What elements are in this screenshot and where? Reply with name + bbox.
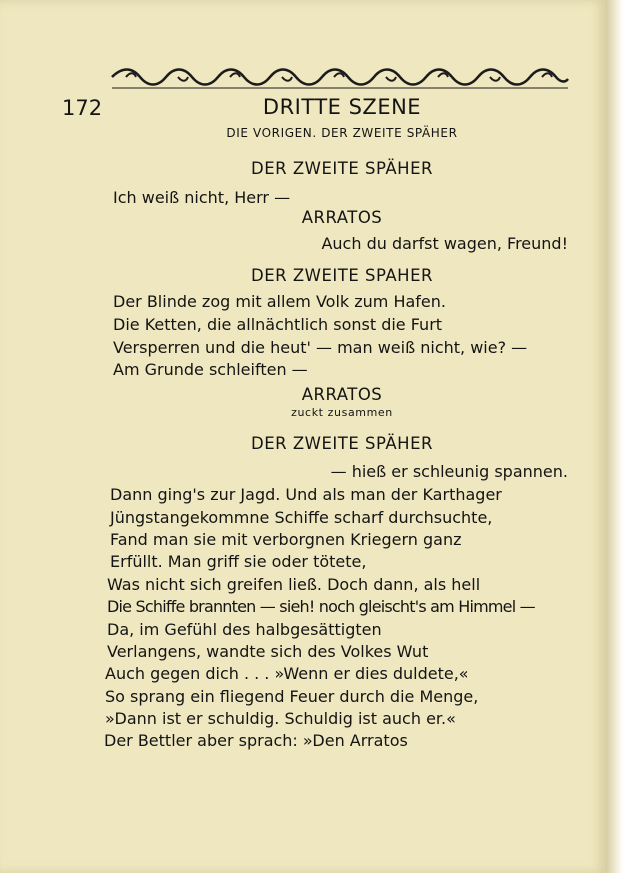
verse-line: Was nicht sich greifen ließ. Doch dann, als hell bbox=[107, 575, 481, 594]
vine-ornament-icon bbox=[110, 64, 570, 90]
verse-line: Der Blinde zog mit allem Volk zum Hafen. bbox=[113, 292, 446, 311]
verse-line: Erfüllt. Man griff sie oder tötete, bbox=[110, 552, 367, 571]
verse-line: — hieß er schleunig spannen. bbox=[330, 462, 568, 481]
speaker-heading: DER ZWEITE SPAHER bbox=[251, 266, 433, 285]
speaker-heading: ARRATOS bbox=[301, 208, 383, 227]
verse-line: »Dann ist er schuldig. Schuldig ist auch er.« bbox=[105, 709, 456, 728]
speaker-heading: DER ZWEITE SPÄHER bbox=[251, 434, 433, 453]
scene-title: DRITTE SZENE bbox=[262, 95, 422, 119]
verse-line: Ich weiß nicht, Herr — bbox=[113, 188, 291, 207]
verse-line: So sprang ein fliegend Feuer durch die Menge, bbox=[105, 687, 479, 706]
speaker-heading: DER ZWEITE SPÄHER bbox=[251, 159, 433, 178]
verse-line: Jüngstangekommne Schiffe scharf durchsuchte, bbox=[110, 508, 493, 527]
verse-line: Am Grunde schleiften — bbox=[113, 360, 308, 379]
verse-line: Dann ging's zur Jagd. Und als man der Karthager bbox=[110, 485, 502, 504]
verse-line: Verlangens, wandte sich des Volkes Wut bbox=[107, 642, 429, 661]
page-edge bbox=[606, 0, 623, 873]
verse-line: Auch gegen dich . . . »Wenn er dies duldete,« bbox=[105, 664, 469, 683]
verse-line: Die Ketten, die allnächtlich sonst die Furt bbox=[113, 315, 443, 334]
verse-line: Fand man sie mit verborgnen Kriegern ganz bbox=[110, 530, 462, 549]
speaker-heading: ARRATOS bbox=[301, 385, 383, 404]
scene-subtitle: DIE VORIGEN. DER ZWEITE SPÄHER bbox=[226, 126, 458, 140]
verse-line: Auch du darfst wagen, Freund! bbox=[321, 234, 568, 253]
stage-direction: zuckt zusammen bbox=[291, 406, 393, 419]
page-number: 172 bbox=[62, 96, 103, 120]
verse-line: Da, im Gefühl des halbgesättigten bbox=[107, 620, 382, 639]
verse-line: Die Schiffe brannten — sieh! noch gleischt's am Himmel — bbox=[107, 597, 535, 616]
verse-line: Der Bettler aber sprach: »Den Arratos bbox=[104, 731, 408, 750]
verse-line: Versperren und die heut' — man weiß nicht, wie? — bbox=[113, 338, 528, 357]
